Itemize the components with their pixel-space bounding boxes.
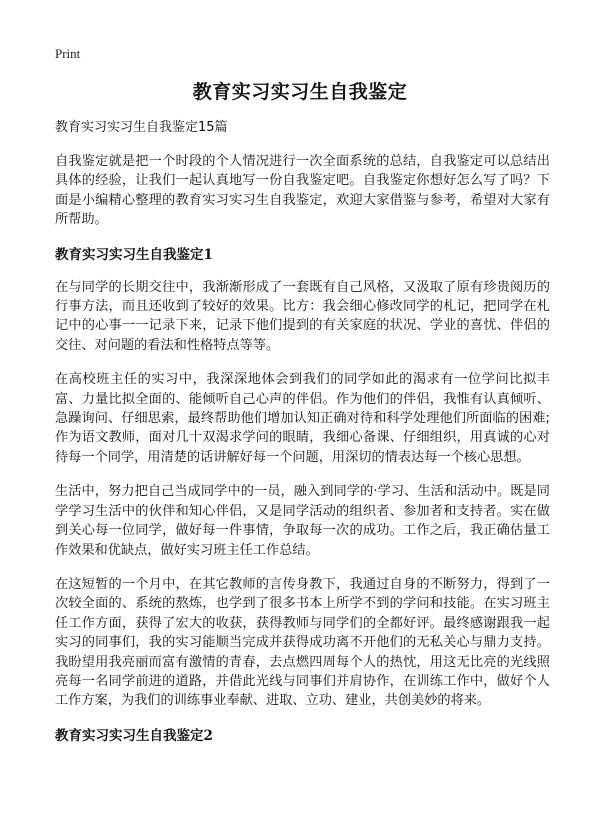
section1-paragraph: 在这短暂的一个月中，在其它教师的言传身教下，我通过自身的不断努力，得到了一次较全面的、系统的熬炼，也学到了很多书本上所学不到的学问和技能。在实习班主任工作方面，获得了宏大的收获，获得教师与同学们的全都好评。最终感谢跟我一起实习的同事们，我的实习能顺当完成并获得成功离不开他们的无私关心与鼎力支持。我盼望用我亮丽而富有激情的青春，去点燃四周每个人的热忱，用这无比亮的光线照亮每一名同学前进的道路，并借此光线与同事们并肩协作，在训练工作中，做好个人工作方案，为我们的训练事业奉献、进取、立功、建业，共创美妙的将来。 bbox=[55, 576, 550, 709]
section1-paragraph: 在高校班主任的实习中，我深深地体会到我们的同学如此的渴求有一位学问比拟丰富、力量比拟全面的、能倾听自己心声的伴侣。作为他们的伴侣，我惟有认真倾听、急躁询问、仔细思索，最终帮助他们增加认知正确对待和科学处理他们所面临的困难;作为语文教师，面对几十双渴求学问的眼睛，我细心备课、仔细组织，用真诚的心对待每一个同学，用清楚的话讲解好每一个问题，用深切的情表达每一个核心思想。 bbox=[55, 372, 550, 465]
section-heading-1: 教育实习实习生自我鉴定1 bbox=[55, 246, 213, 263]
section1-paragraph: 生活中，努力把自己当成同学中的一员，融入到同学的·学习、生活和活动中。既是同学学习生活中的伙伴和知心伴侣，又是同学活动的组织者、参加者和支持者。实在做到关心每一位同学，做好每一件事情，争取每一次的成功。工作之后，我正确估量工作效果和优缺点，做好实习班主任工作总结。 bbox=[55, 484, 550, 558]
page-title: 教育实习实习生自我鉴定 bbox=[192, 81, 408, 103]
intro-paragraph: 自我鉴定就是把一个时段的个人情况进行一次全面系统的总结，自我鉴定可以总结出具体的经验，让我们一起认真地写一份自我鉴定吧。自我鉴定你想好怎么写了吗？下面是小编精心整理的教育实习实习生自我鉴定，欢迎大家借鉴与参考，希望对大家有所帮助。 bbox=[55, 154, 550, 228]
document-subtitle: 教育实习实习生自我鉴定15篇 bbox=[55, 120, 228, 135]
print-link[interactable]: Print bbox=[55, 46, 81, 61]
document-body bbox=[55, 118, 550, 759]
section-heading-2: 教育实习实习生自我鉴定2 bbox=[55, 727, 213, 744]
section1-paragraph: 在与同学的长期交往中，我渐渐形成了一套既有自己风格，又汲取了原有珍贵阅历的行事方法，而且还收到了较好的效果。比方：我会细心修改同学的札记，把同学在札记中的心事一一记录下来，记录下他们提到的有关家庭的状况、学业的喜忧、伴侣的交往、对问题的看法和性格特点等等。 bbox=[55, 279, 550, 353]
